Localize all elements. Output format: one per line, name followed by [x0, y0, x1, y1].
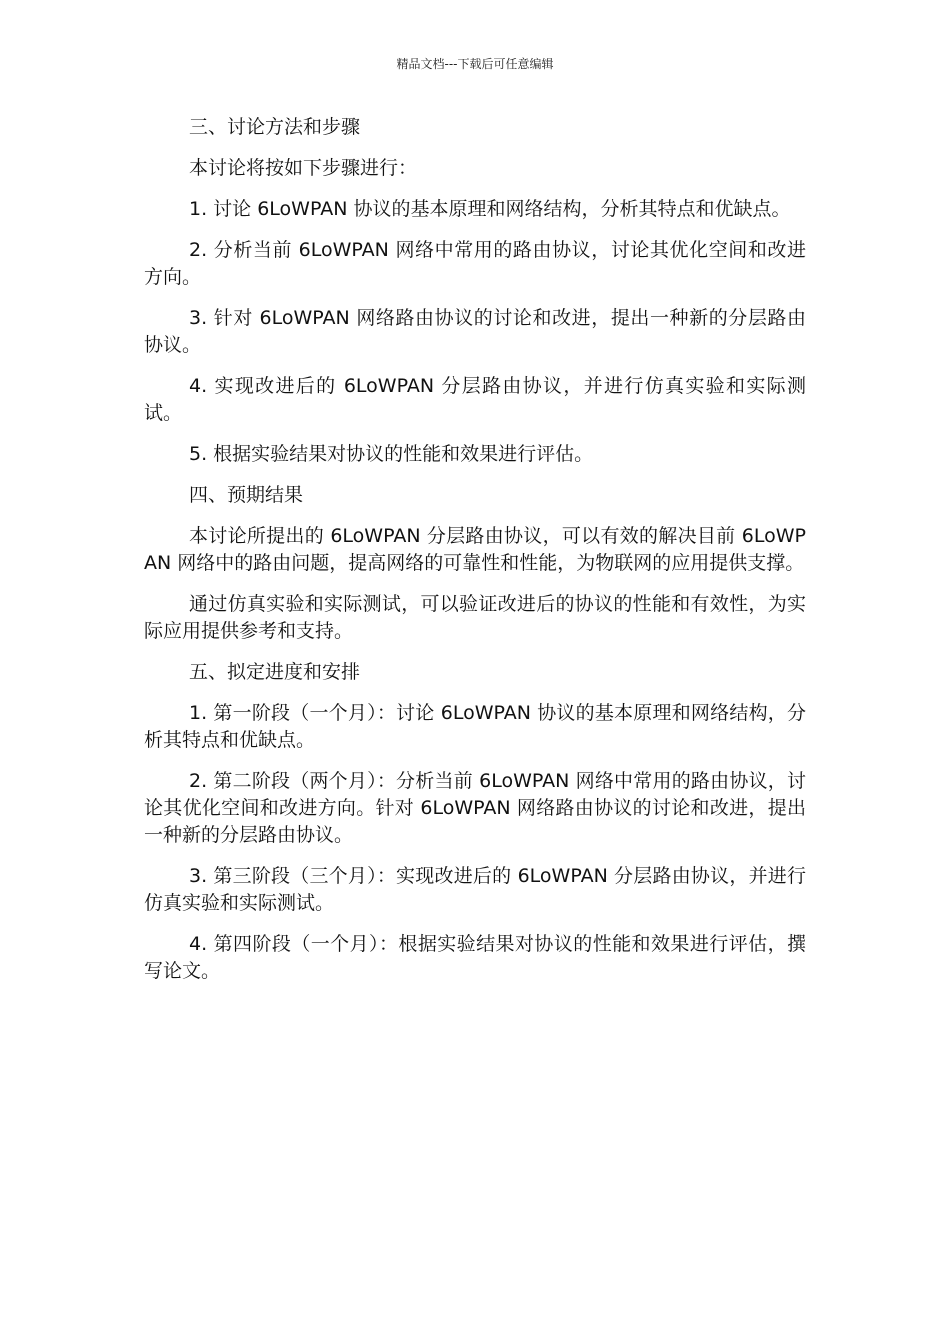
method-step-4: 4. 实现改进后的 6LoWPAN 分层路由协议，并进行仿真实验和实际测试。	[144, 375, 806, 424]
document-body	[144, 114, 806, 999]
methods-intro: 本讨论将按如下步骤进行：	[189, 157, 418, 179]
method-step-1: 1. 讨论 6LoWPAN 协议的基本原理和网络结构，分析其特点和优缺点。	[189, 198, 791, 220]
section-heading-schedule: 五、拟定进度和安排	[189, 661, 361, 683]
expected-result-paragraph-2: 通过仿真实验和实际测试，可以验证改进后的协议的性能和有效性，为实际应用提供参考和支持。	[144, 593, 806, 642]
method-step-2: 2. 分析当前 6LoWPAN 网络中常用的路由协议，讨论其优化空间和改进方向。	[144, 239, 806, 288]
section-heading-expected-results: 四、预期结果	[189, 484, 304, 506]
section-heading-methods: 三、讨论方法和步骤	[189, 116, 361, 138]
method-step-3: 3. 针对 6LoWPAN 网络路由协议的讨论和改进，提出一种新的分层路由协议。	[144, 307, 806, 356]
expected-result-paragraph-1: 本讨论所提出的 6LoWPAN 分层路由协议，可以有效的解决目前 6LoWPAN 网络中的路由问题，提高网络的可靠性和性能，为物联网的应用提供支撑。	[144, 525, 806, 574]
schedule-stage-3: 3. 第三阶段（三个月）：实现改进后的 6LoWPAN 分层路由协议，并进行仿真实验和实际测试。	[144, 865, 806, 914]
schedule-stage-4: 4. 第四阶段（一个月）：根据实验结果对协议的性能和效果进行评估，撰写论文。	[144, 933, 806, 982]
page-header: 精品文档---下载后可任意编辑	[396, 57, 554, 71]
schedule-stage-1: 1. 第一阶段（一个月）：讨论 6LoWPAN 协议的基本原理和网络结构，分析其特点和优缺点。	[144, 702, 806, 751]
schedule-stage-2: 2. 第二阶段（两个月）：分析当前 6LoWPAN 网络中常用的路由协议，讨论其优化空间和改进方向。针对 6LoWPAN 网络路由协议的讨论和改进，提出一种新的分层路由协议。	[144, 770, 806, 846]
method-step-5: 5. 根据实验结果对协议的性能和效果进行评估。	[189, 443, 594, 465]
